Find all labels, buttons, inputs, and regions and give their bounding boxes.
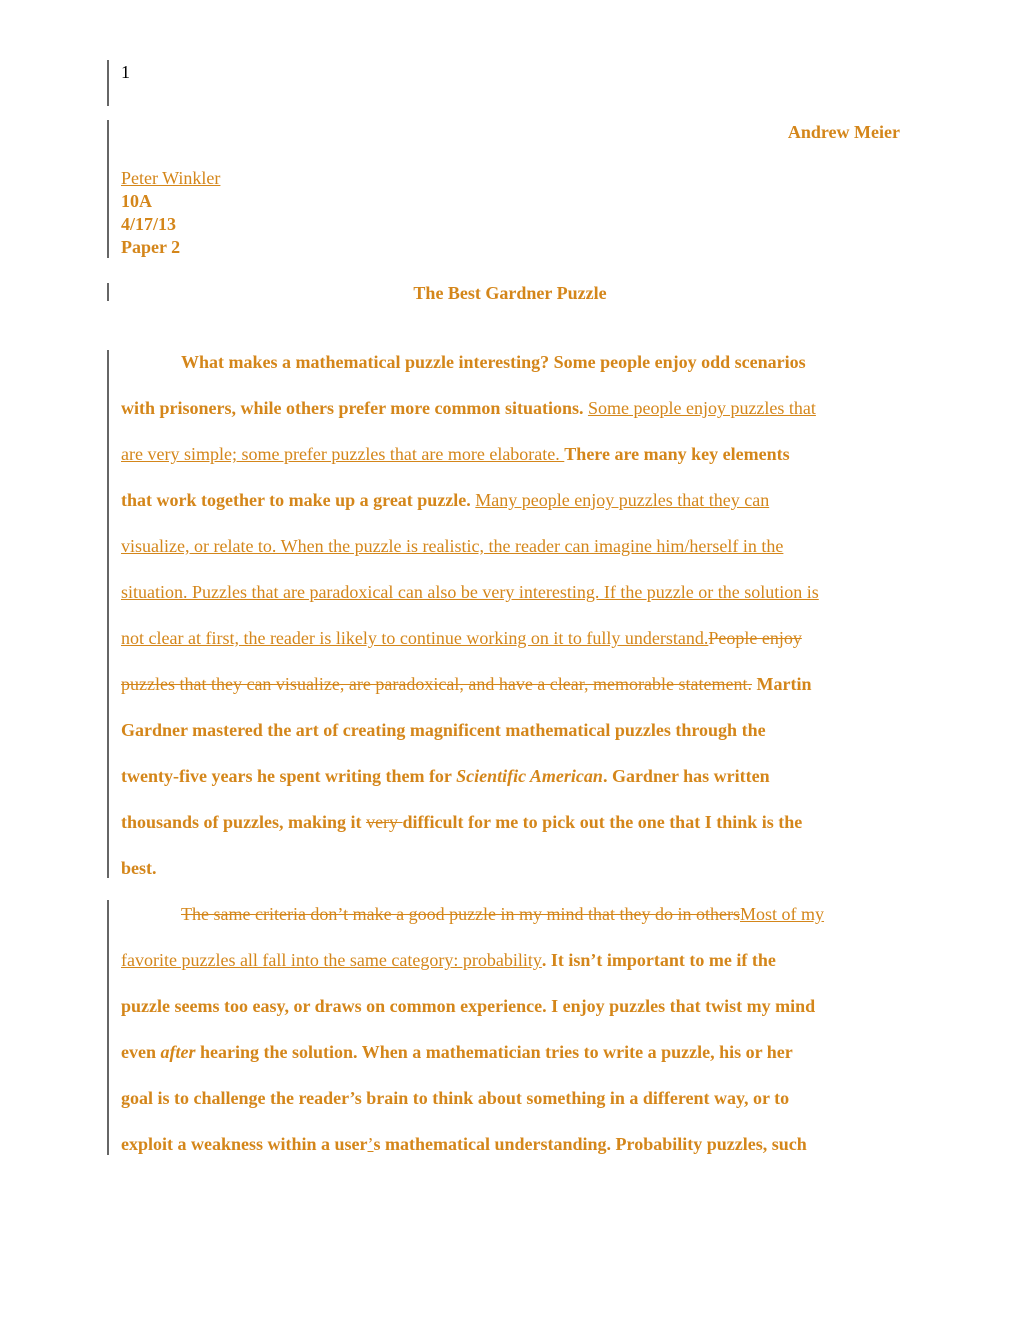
paragraph-2-line-2: favorite puzzles all fall into the same category: probability. It isn’t important to me if the bbox=[121, 950, 776, 970]
paragraph-2-line-6: exploit a weakness within a user’s mathematical understanding. Probability puzzles, such bbox=[121, 1134, 807, 1154]
publication-name: Scientific American bbox=[456, 766, 603, 786]
inserted-text: favorite puzzles all fall into the same category: probability bbox=[121, 950, 542, 970]
deleted-text: very bbox=[366, 812, 403, 832]
deleted-text: The same criteria don’t make a good puzzle in my mind that they do in others bbox=[181, 904, 741, 924]
paragraph-2-line-3: puzzle seems too easy, or draws on common experience. I enjoy puzzles that twist my mind bbox=[121, 996, 816, 1016]
paragraph-1-line-9: Gardner mastered the art of creating magnificent mathematical puzzles through the bbox=[121, 720, 766, 740]
paragraph-1-line-12: best. bbox=[121, 858, 157, 878]
inserted-text: Some people enjoy puzzles that bbox=[587, 398, 816, 418]
change-bar bbox=[107, 60, 109, 106]
page-number: 1 bbox=[121, 62, 130, 82]
paragraph-2-line-5: goal is to challenge the reader’s brain to think about something in a different way, or to bbox=[121, 1088, 790, 1108]
paragraph-1-line-8: puzzles that they can visualize, are paradoxical, and have a clear, memorable statement. Martin bbox=[121, 674, 812, 694]
inserted-text: are very simple; some prefer puzzles that are more elaborate. bbox=[121, 444, 565, 464]
paragraph-1-line-4: that work together to make up a great puzzle. Many people enjoy puzzles that they can bbox=[121, 490, 770, 510]
class-name: 10A bbox=[121, 191, 152, 211]
emphasized-text: after bbox=[160, 1042, 196, 1062]
paragraph-1-line-7 bbox=[121, 628, 802, 649]
paragraph-1-line-2: with prisoners, while others prefer more common situations. Some people enjoy puzzles that bbox=[121, 398, 816, 418]
deleted-text: People enjoy bbox=[708, 628, 802, 648]
paragraph-1-line-6 bbox=[121, 582, 819, 603]
change-bar bbox=[107, 350, 109, 878]
inserted-text: Most of my bbox=[740, 904, 825, 924]
teacher-name: Peter Winkler bbox=[121, 168, 221, 188]
inserted-text: visualize, or relate to. When the puzzle is realistic, the reader can imagine him/herself in the bbox=[121, 536, 784, 556]
author-name: Andrew Meier bbox=[787, 122, 900, 142]
document-title: The Best Gardner Puzzle bbox=[413, 283, 607, 303]
inserted-text: Many people enjoy puzzles that they can bbox=[475, 490, 770, 510]
paragraph-2-line-4: even after hearing the solution. When a mathematician tries to write a puzzle, his or her bbox=[121, 1042, 793, 1062]
change-bar bbox=[107, 120, 109, 258]
paragraph-1-line-10: twenty-five years he spent writing them for Scientific American. Gardner has written bbox=[121, 766, 770, 786]
paragraph-1-line-11: thousands of puzzles, making it very difficult for me to pick out the one that I think is the bbox=[121, 812, 803, 832]
inserted-text: not clear at first, the reader is likely to continue working on it to fully understand. bbox=[121, 628, 709, 648]
assignment: Paper 2 bbox=[121, 237, 181, 257]
date: 4/17/13 bbox=[121, 214, 177, 234]
deleted-text: puzzles that they can visualize, are paradoxical, and have a clear, memorable statement. bbox=[121, 674, 752, 694]
paragraph-1-line-3: are very simple; some prefer puzzles that are more elaborate. There are many key elements bbox=[121, 444, 790, 464]
change-bar bbox=[107, 900, 109, 1155]
paragraph-2-line-1 bbox=[181, 904, 824, 925]
paragraph-1-line-1: What makes a mathematical puzzle interesting? Some people enjoy odd scenarios bbox=[181, 352, 806, 372]
inserted-text: ’ bbox=[367, 1134, 374, 1154]
inserted-text: situation. Puzzles that are paradoxical can also be very interesting. If the puzzle or the solution is bbox=[121, 582, 819, 602]
paragraph-1-line-5 bbox=[121, 536, 783, 557]
